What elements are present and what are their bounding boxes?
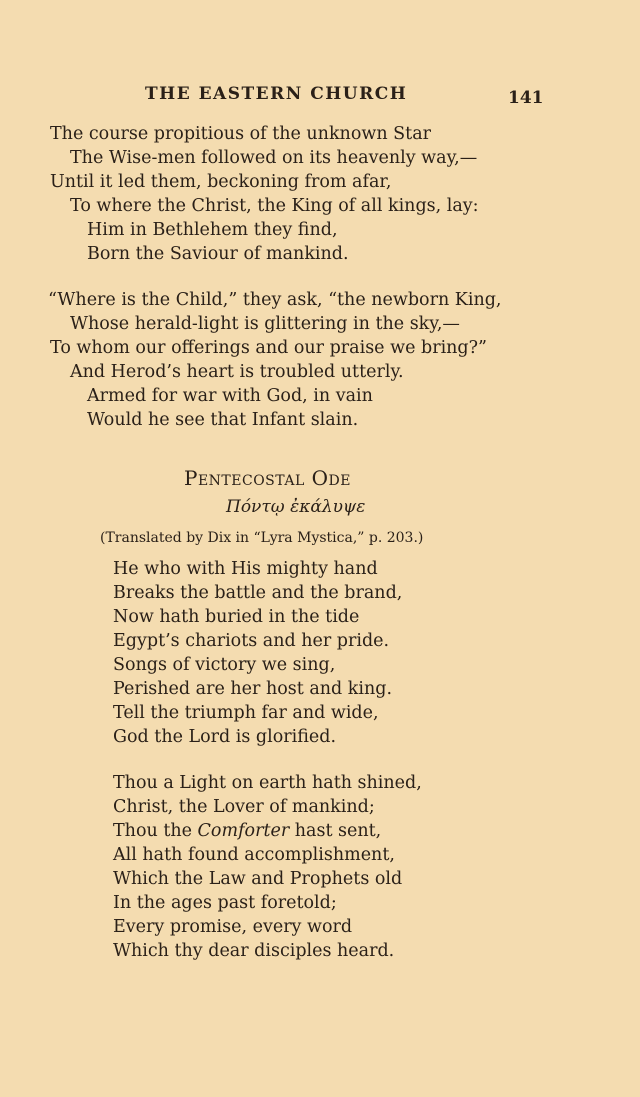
stanza3-line: God the Lord is glorified.: [113, 727, 337, 747]
stanza3-line: He who with His mighty hand: [113, 559, 378, 579]
stanza1-line: The course propitious of the unknown Star: [50, 124, 432, 144]
running-header: THE EASTERN CHURCH: [145, 84, 408, 104]
stanza3-line: Breaks the battle and the brand,: [113, 583, 403, 603]
stanza1-line: Until it led them, beckoning from afar,: [50, 172, 392, 192]
stanza1-line: To where the Christ, the King of all kings, lay:: [70, 196, 479, 216]
stanza1-line: The Wise-men followed on its heavenly way,—: [70, 148, 478, 168]
stanza2-line: To whom our offerings and our praise we bring?”: [50, 338, 487, 358]
stanza2-line: And Herod’s heart is troubled utterly.: [70, 362, 404, 382]
stanza4-line: In the ages past foretold;: [113, 893, 337, 913]
line-text: Thou the: [113, 821, 198, 841]
stanza3-line: Perished are her host and king.: [113, 679, 393, 699]
stanza4-line: Which thy dear disciples heard.: [113, 941, 395, 961]
greek-incipit: Πόντῳ ἐκάλυψε: [226, 497, 366, 517]
ode-title: Pentecostal Ode: [184, 466, 351, 490]
stanza3-line: Songs of victory we sing,: [113, 655, 336, 675]
translation-note: (Translated by Dix in “Lyra Mystica,” p. 203.): [100, 530, 424, 546]
stanza4-line: Thou a Light on earth hath shined,: [113, 773, 422, 793]
stanza4-line: Which the Law and Prophets old: [113, 869, 403, 889]
stanza4-line: Christ, the Lover of mankind;: [113, 797, 375, 817]
stanza2-line: Whose herald-light is glittering in the sky,—: [70, 314, 460, 334]
stanza3-line: Now hath buried in the tide: [113, 607, 360, 627]
stanza3-line: Egypt’s chariots and her pride.: [113, 631, 390, 651]
stanza3-line: Tell the triumph far and wide,: [113, 703, 379, 723]
stanza4-line: All hath found accomplishment,: [113, 845, 395, 865]
italic-word: Comforter: [197, 821, 290, 841]
stanza4-line: [113, 819, 381, 843]
stanza1-line: Him in Bethlehem they find,: [87, 220, 338, 240]
stanza2-line: “Where is the Child,” they ask, “the newborn King,: [48, 290, 502, 310]
page-number: 141: [508, 88, 544, 108]
line-text: hast sent,: [289, 821, 382, 841]
stanza4-line: Every promise, every word: [113, 917, 353, 937]
stanza1-line: Born the Saviour of mankind.: [87, 244, 349, 264]
stanza2-line: Would he see that Infant slain.: [87, 410, 359, 430]
stanza2-line: Armed for war with God, in vain: [87, 386, 373, 406]
